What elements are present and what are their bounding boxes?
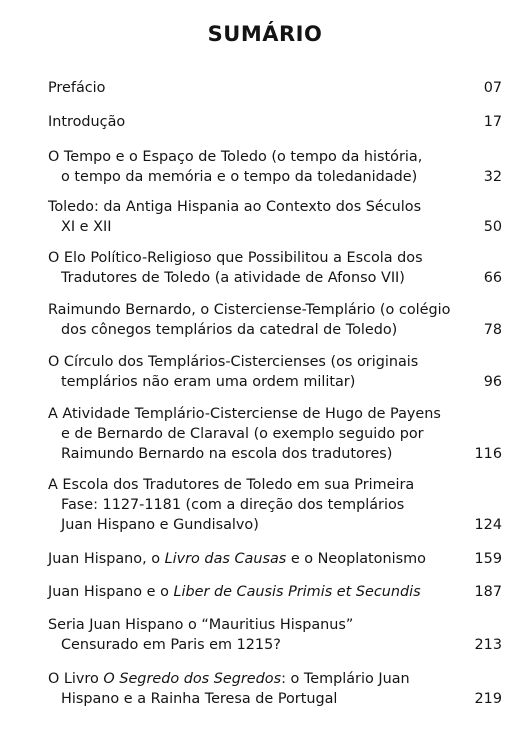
toc-entry-title: O Elo Político-Religioso que Possibilitou a Escola dos <box>48 250 423 266</box>
toc-entry-title: Seria Juan Hispano o “Mauritius Hispanus” <box>48 617 354 633</box>
toc-entry-title: A Escola dos Tradutores de Toledo em sua Primeira <box>48 477 415 493</box>
toc-entry-title: Raimundo Bernardo, o Cisterciense-Templário (o colégio <box>48 302 451 318</box>
toc-entry <box>48 300 502 340</box>
toc-page-number: 116 <box>474 446 502 462</box>
toc-entry <box>48 549 502 569</box>
toc-entry-title: Prefácio <box>48 80 106 96</box>
toc-page-number: 17 <box>483 114 502 130</box>
toc-entry-title-continued: o tempo da memória e o tempo da toledanidade) <box>61 169 418 185</box>
toc-page-number: 159 <box>474 551 502 567</box>
toc-entry-title: Toledo: da Antiga Hispania ao Contexto dos Séculos <box>48 199 422 215</box>
toc-page-number: 32 <box>483 169 502 185</box>
toc-entry <box>48 615 502 655</box>
toc-entry-title-continued: Juan Hispano e Gundisalvo) <box>61 517 259 533</box>
toc-entry-title-continued: XI e XII <box>61 219 112 235</box>
toc-entry <box>48 582 502 602</box>
toc-entry-title-continued: e de Bernardo de Claraval (o exemplo seguido por <box>61 426 424 442</box>
toc-entry <box>48 475 502 535</box>
toc-entry <box>48 78 502 98</box>
toc-entry <box>48 197 502 237</box>
toc-entry-title: Juan Hispano, o Livro das Causas e o Neoplatonismo <box>48 551 426 567</box>
toc-entry <box>48 248 502 288</box>
toc-entry-title-continued: Raimundo Bernardo na escola dos tradutores) <box>61 446 393 462</box>
toc-page-number: 07 <box>483 80 502 96</box>
toc-entry-title-continued: Tradutores de Toledo (a atividade de Afonso VII) <box>61 270 405 286</box>
toc-page-number: 124 <box>474 517 502 533</box>
toc-entry-title: O Círculo dos Templários-Cistercienses (os originais <box>48 354 419 370</box>
toc-page-number: 78 <box>483 322 502 338</box>
toc-entry-title-continued: dos cônegos templários da catedral de Toledo) <box>61 322 398 338</box>
toc-entry-title-continued: Fase: 1127-1181 (com a direção dos templários <box>61 497 405 513</box>
toc-entry <box>48 147 502 187</box>
toc-entry-title-continued: Hispano e a Rainha Teresa de Portugal <box>61 691 338 707</box>
toc-entry <box>48 669 502 709</box>
toc-entry-title-continued: Censurado em Paris em 1215? <box>61 637 281 653</box>
toc-entry-title: Juan Hispano e o Liber de Causis Primis et Secundis <box>48 584 421 600</box>
toc-entry-title: Introdução <box>48 114 126 130</box>
toc-entry-title: A Atividade Templário-Cisterciense de Hugo de Payens <box>48 406 441 422</box>
toc-page-number: 50 <box>483 219 502 235</box>
page-title: SUMÁRIO <box>207 22 323 46</box>
toc-entry-title-continued: templários não eram uma ordem militar) <box>61 374 356 390</box>
toc-entry-title: O Tempo e o Espaço de Toledo (o tempo da história, <box>48 149 423 165</box>
toc-entry-title: O Livro O Segredo dos Segredos: o Templário Juan <box>48 671 410 687</box>
toc-page-number: 219 <box>474 691 502 707</box>
toc-page-number: 96 <box>483 374 502 390</box>
toc-page-number: 213 <box>474 637 502 653</box>
toc-page-number: 187 <box>474 584 502 600</box>
toc-page-number: 66 <box>483 270 502 286</box>
toc-entry <box>48 404 502 464</box>
toc-entry <box>48 352 502 392</box>
toc-entry <box>48 112 502 132</box>
